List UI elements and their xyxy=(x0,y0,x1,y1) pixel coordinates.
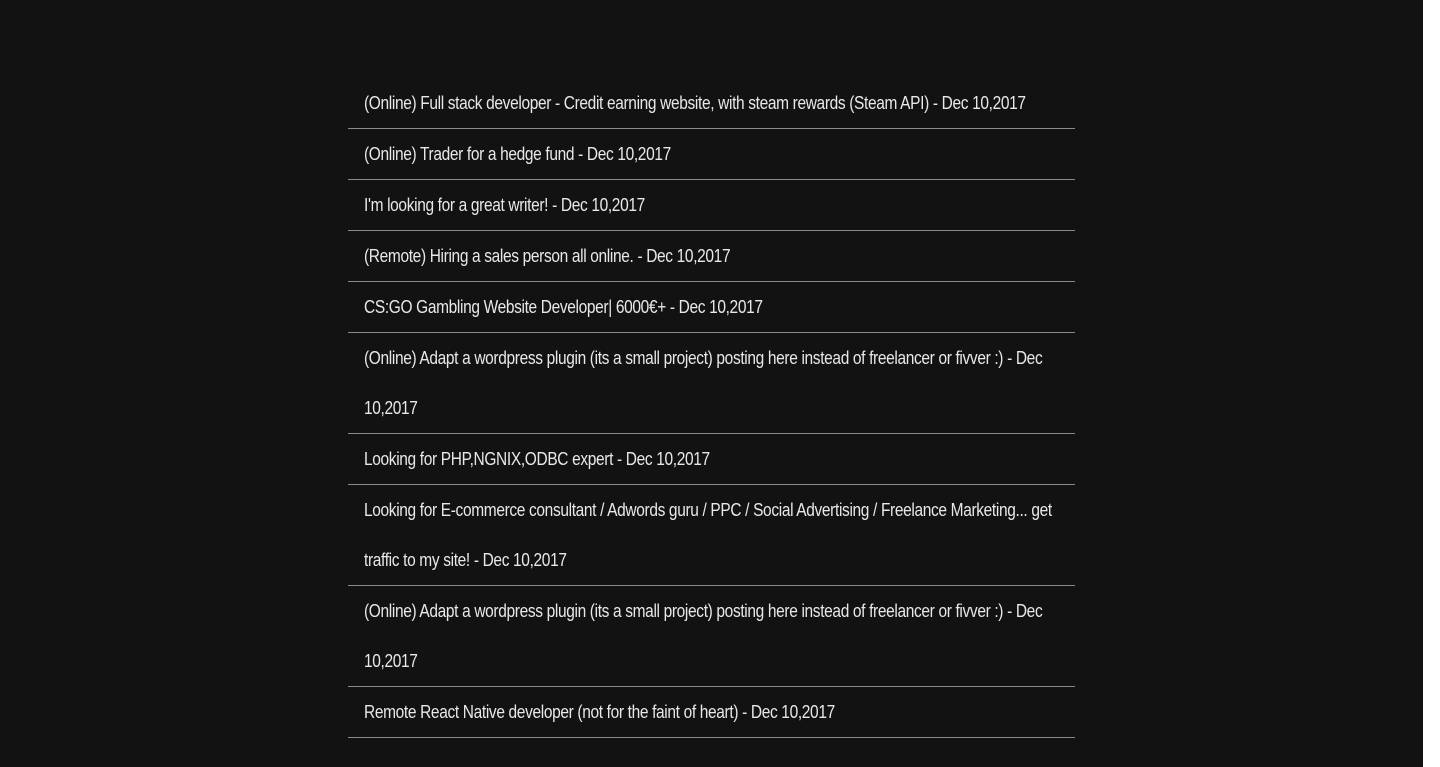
listing-link[interactable]: (Online) Adapt a wordpress plugin (its a small project) posting here instead of freelancer or fivver :) - Dec 10,2017 xyxy=(364,348,1043,418)
list-item[interactable] xyxy=(348,333,1075,434)
listing-link[interactable]: (Online) Trader for a hedge fund - Dec 10,2017 xyxy=(364,144,671,164)
list-item[interactable] xyxy=(348,282,1075,333)
listing-link[interactable]: Looking for E-commerce consultant / Adwords guru / PPC / Social Advertising / Freelance Marketing... get traffic to my site! - Dec 10,2017 xyxy=(364,500,1052,570)
listing-link[interactable]: I'm looking for a great writer! - Dec 10,2017 xyxy=(364,195,645,215)
scrollbar-track[interactable] xyxy=(1423,0,1440,767)
listing-link[interactable]: (Remote) Hiring a sales person all online. - Dec 10,2017 xyxy=(364,246,731,266)
list-item[interactable] xyxy=(348,485,1075,586)
list-item[interactable] xyxy=(348,687,1075,738)
list-item[interactable] xyxy=(348,180,1075,231)
list-item[interactable] xyxy=(348,434,1075,485)
listing-link[interactable]: (Online) Full stack developer - Credit earning website, with steam rewards (Steam API) - Dec 10,2017 xyxy=(364,93,1026,113)
listing-link[interactable]: CS:GO Gambling Website Developer| 6000€+ - Dec 10,2017 xyxy=(364,297,763,317)
list-item[interactable] xyxy=(348,231,1075,282)
listing-link[interactable]: Looking for PHP,NGNIX,ODBC expert - Dec 10,2017 xyxy=(364,449,710,469)
list-item[interactable] xyxy=(348,586,1075,687)
listing-link[interactable]: Remote React Native developer (not for the faint of heart) - Dec 10,2017 xyxy=(364,702,835,722)
listing-link[interactable]: (Online) Adapt a wordpress plugin (its a small project) posting here instead of freelancer or fivver :) - Dec 10,2017 xyxy=(364,601,1043,671)
list-item[interactable] xyxy=(348,129,1075,180)
job-listing-list xyxy=(348,78,1075,738)
list-item[interactable] xyxy=(348,78,1075,129)
